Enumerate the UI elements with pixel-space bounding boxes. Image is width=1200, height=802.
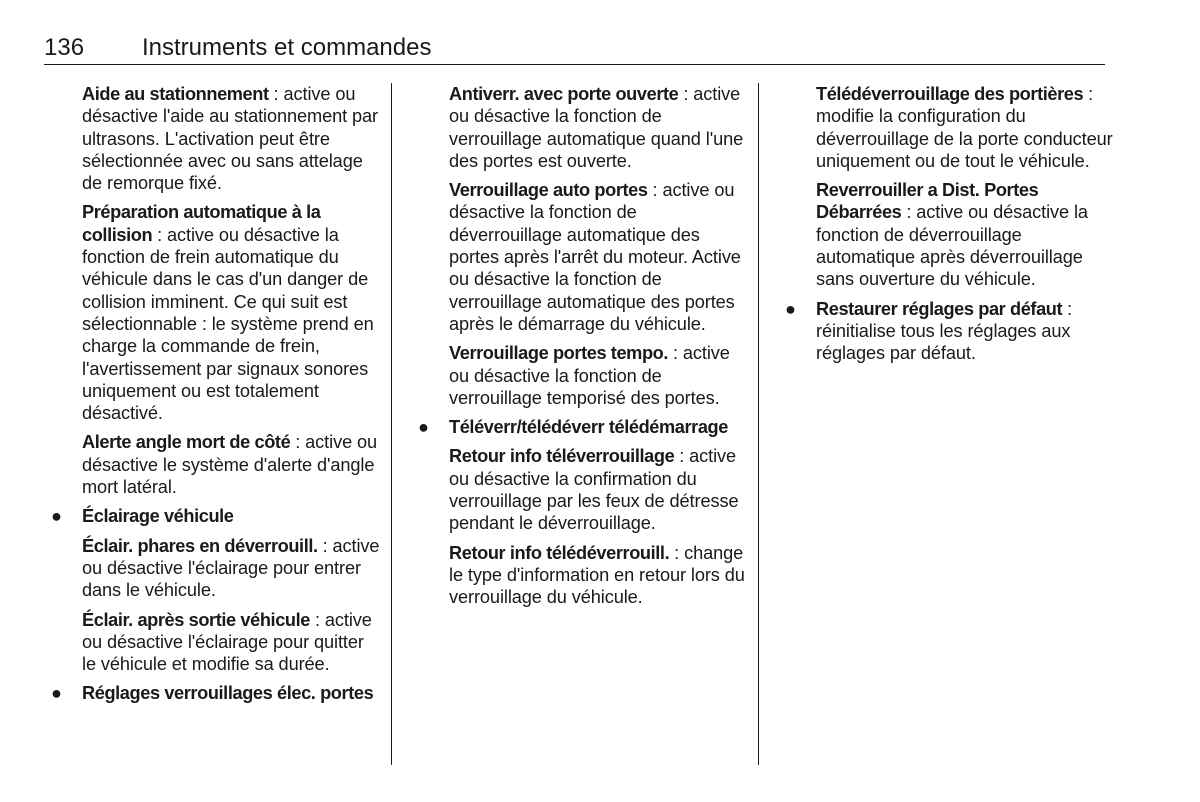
column-2 xyxy=(418,83,749,616)
setting-description: : active ou désactive l'éclairage pour quitter le véhicule et modifie sa durée. xyxy=(82,609,372,675)
setting-description: : active ou désactive la fonction de verrouillage temporisé des portes. xyxy=(449,343,730,408)
setting-description: : change le type d'information en retour lors du verrouillage du véhicule. xyxy=(449,542,745,608)
setting-verrouillage-auto xyxy=(449,179,749,335)
setting-description: : active ou désactive la fonction de frein automatique du véhicule dans le cas d'un danger de collision imminent. Ce qui suit est sélectionnable : le système prend en charge la commande de frein, l'avertissement par signaux sonores uniquement ou est totalement désactivé. xyxy=(82,224,374,424)
setting-alerte-angle-mort xyxy=(82,431,382,498)
column-divider-2 xyxy=(758,83,759,765)
setting-term: Préparation automatique à la collision xyxy=(82,202,321,245)
bullet-icon: ● xyxy=(51,683,62,704)
setting-description: : active ou désactive la fonction de déverrouillage automatique après déverrouillage sans ouverture du véhicule. xyxy=(816,202,1088,290)
setting-teledeverr-portieres xyxy=(816,83,1116,172)
column-3 xyxy=(785,83,1116,372)
bullet-eclairage-vehicule xyxy=(51,505,382,527)
setting-term: Aide au stationnement xyxy=(82,84,269,104)
setting-term: Retour info télédéverrouill. xyxy=(449,542,670,563)
setting-description: : active ou désactive la fonction de verrouillage automatique quand l'une des portes est ouverte. xyxy=(449,84,744,171)
setting-description: : modifie la configuration du déverrouillage de la porte conducteur uniquement ou de tout le véhicule. xyxy=(816,84,1113,171)
bullet-label: Téléverr/télédéverr télédémarrage xyxy=(449,417,728,438)
setting-term: Verrouillage auto portes xyxy=(449,180,648,201)
setting-aide-stationnement xyxy=(82,83,382,194)
setting-description: : active ou désactive la fonction de déverrouillage automatique des portes après l'arrêt du moteur. Active ou désactive la fonction de verrouillage automatique des portes après le démarrage du véhicule. xyxy=(449,180,741,334)
setting-retour-info-televerr xyxy=(449,445,749,534)
bullet-icon: ● xyxy=(51,506,62,527)
bullet-televerr xyxy=(418,416,749,438)
setting-eclair-sortie xyxy=(82,609,382,676)
section-title: Instruments et commandes xyxy=(142,34,432,61)
setting-term: Éclair. phares en déverrouill. xyxy=(82,535,318,556)
bullet-label: Restaurer réglages par défaut xyxy=(816,298,1063,319)
bullet-description: : réinitialise tous les réglages aux réglages par défaut. xyxy=(816,298,1073,364)
setting-retour-info-teledeverr xyxy=(449,542,749,609)
bullet-label: Éclairage véhicule xyxy=(82,506,234,527)
setting-antiverr-porte-ouverte xyxy=(449,83,749,172)
page-number: 136 xyxy=(44,34,85,61)
setting-reverrouiller xyxy=(816,179,1116,290)
column-1 xyxy=(51,83,382,712)
setting-eclair-phares xyxy=(82,535,382,602)
setting-description: : active ou désactive l'éclairage pour entrer dans le véhicule. xyxy=(82,535,380,601)
setting-term: Antiverr. avec porte ouverte xyxy=(449,84,679,104)
bullet-reglages-verrouillages xyxy=(51,682,382,704)
bullet-restaurer-reglages xyxy=(785,298,1116,365)
setting-description: : active ou désactive l'aide au stationnement par ultrasons. L'activation peut être sélectionnée avec ou sans attelage de remorque fixé. xyxy=(82,84,379,194)
setting-term: Éclair. après sortie véhicule xyxy=(82,609,310,630)
bullet-icon: ● xyxy=(785,298,796,319)
column-divider-1 xyxy=(391,83,392,765)
setting-term: Verrouillage portes tempo. xyxy=(449,343,669,364)
bullet-icon: ● xyxy=(418,417,429,438)
page-header xyxy=(44,34,1105,65)
setting-term: Alerte angle mort de côté xyxy=(82,432,291,453)
setting-term: Reverrouiller a Dist. Portes Débarrées xyxy=(816,180,1039,223)
setting-term: Retour info téléverrouillage xyxy=(449,446,675,467)
setting-description: : active ou désactive la confirmation du verrouillage par les feux de détresse pendant le déverrouillage. xyxy=(449,446,739,534)
setting-verrouillage-tempo xyxy=(449,342,749,409)
setting-term: Télédéverrouillage des portières xyxy=(816,84,1084,104)
bullet-label: Réglages verrouillages élec. portes xyxy=(82,683,374,704)
setting-description: : active ou désactive le système d'alerte d'angle mort latéral. xyxy=(82,432,378,498)
setting-preparation-collision xyxy=(82,201,382,424)
